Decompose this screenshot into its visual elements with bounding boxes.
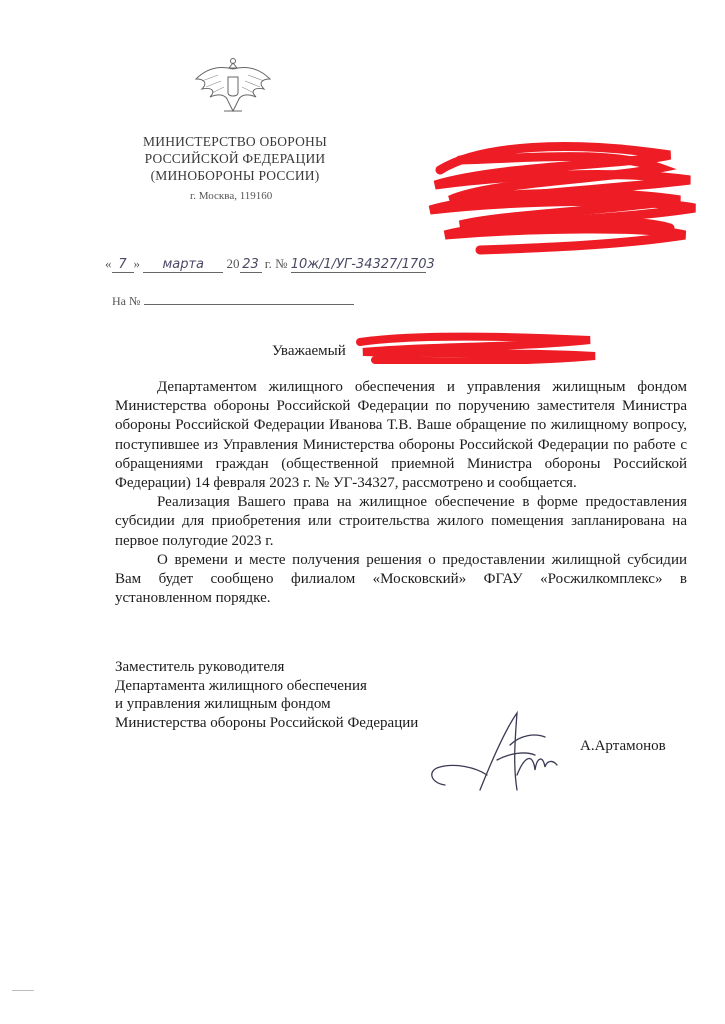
eagle-emblem-icon xyxy=(188,55,278,121)
date-number-line: « 7 » марта 20 23 г. № 10ж/1/УГ-34327/1703 xyxy=(105,256,435,272)
city-address: г. Москва, 119160 xyxy=(190,190,273,202)
letterhead-line-3: (МИНОБОРОНЫ РОССИИ) xyxy=(150,168,320,183)
redaction-scribble xyxy=(420,140,700,255)
date-year-suffix: 23 xyxy=(240,257,262,273)
signer-line-1: Заместитель руководителя xyxy=(115,659,285,675)
letterhead-line-1: МИНИСТЕРСТВО ОБОРОНЫ xyxy=(143,134,327,149)
body-paragraph-1: Департаментом жилищного обеспечения и управления жилищным фондом Министерства обороны Российской Федерации по поручению заместителя Министра обороны Российской Федерации Иванова Т.В. Ваше обращение по жилищному вопросу, поступившее из Управления Министерства обороны Российской Федерации по работе с обращениями граждан (общественной приемной Министра обороны Российской Федерации) 14 февраля 2023 г. № УГ-34327, рассмотрено и сообщается. xyxy=(115,379,687,492)
body-paragraph-2: Реализация Вашего права на жилищное обеспечение в форме предоставления субсидии для приобретения или строительства жилого помещения запланирована на первое полугодие 2023 г. xyxy=(115,494,687,549)
body-paragraph-3: О времени и месте получения решения о предоставлении жилищной субсидии Вам будет сообщено филиалом «Московский» ФГАУ «Росжилкомплекс» в установленном порядке. xyxy=(115,551,687,607)
reference-label: На № xyxy=(112,294,141,308)
reference-blank xyxy=(144,304,354,305)
page-mark xyxy=(12,990,34,991)
reference-line xyxy=(112,294,354,309)
signer-block xyxy=(115,658,418,732)
handwritten-signature xyxy=(425,705,570,800)
date-month: марта xyxy=(143,257,223,273)
date-day: 7 xyxy=(112,257,134,273)
ministry-letterhead xyxy=(120,133,350,184)
letter-body xyxy=(115,378,687,608)
signer-name: А.Артамонов xyxy=(580,738,666,754)
signer-line-4: Министерства обороны Российской Федерации xyxy=(115,714,419,731)
signer-line-2: Департамента жилищного обеспечения xyxy=(115,677,367,694)
letterhead-line-2: РОССИЙСКОЙ ФЕДЕРАЦИИ xyxy=(144,151,326,166)
date-year-prefix: 20 xyxy=(226,256,240,271)
date-number-label: г. № xyxy=(264,256,288,271)
greeting: Уважаемый xyxy=(272,343,346,359)
signer-line-3: и управления жилищным фондом xyxy=(115,696,331,712)
redaction-scribble xyxy=(355,332,600,364)
document-number: 10ж/1/УГ-34327/1703 xyxy=(290,257,435,272)
